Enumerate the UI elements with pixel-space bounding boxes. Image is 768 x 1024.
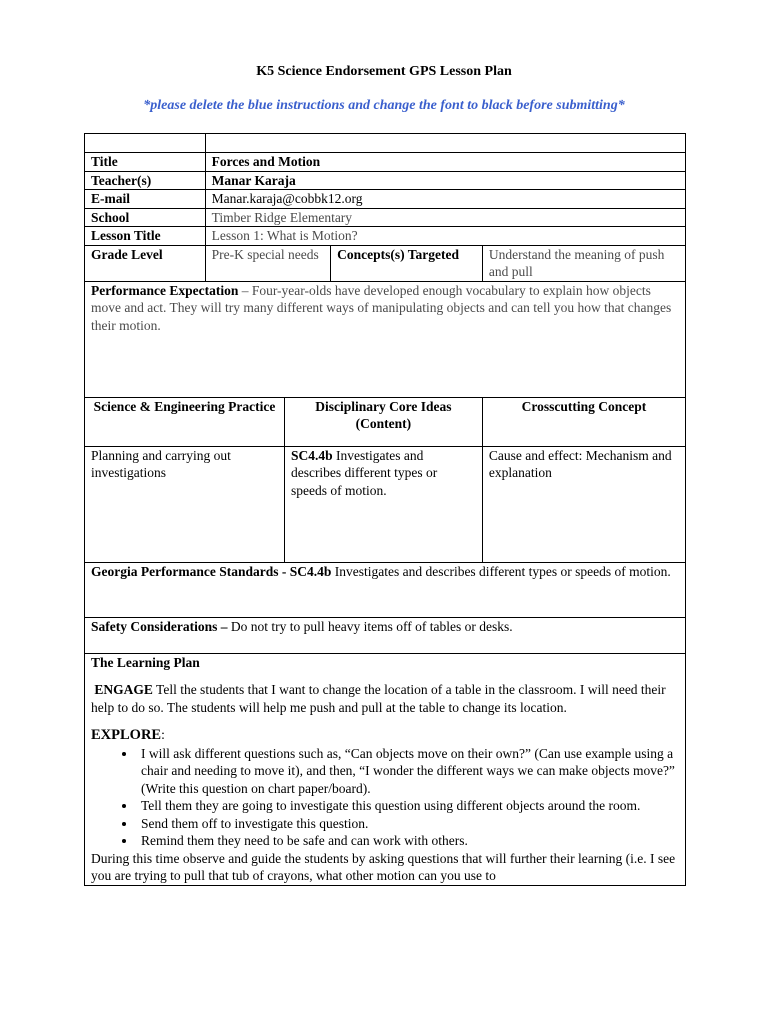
bullet-item: • Send them off to investigate this question. — [137, 815, 679, 833]
concepts-value: Understand the meaning of push and pull — [482, 245, 685, 281]
learning-plan-row — [85, 653, 686, 885]
bullet-item: • Tell them they are going to investigate this question using different objects around the room. — [137, 797, 679, 815]
core-ideas-value: Investigates and describes different types or speeds of motion. — [290, 447, 438, 498]
engage-text: Tell the students that I want to change the location of a table in the classroom. I will need their help to do so. The students will help me push and pull at the table to change its location. — [91, 682, 666, 715]
core-ideas-cell — [284, 446, 482, 562]
safety-row — [85, 617, 686, 653]
performance-label: Performance Expectation — [91, 282, 239, 298]
title-row — [85, 153, 686, 172]
blank-row — [85, 134, 686, 153]
blank-cell-left — [85, 134, 206, 153]
concepts-label: Concepts(s) Targeted — [331, 245, 483, 281]
email-value: Manar.karaja@cobbk12.org — [205, 190, 685, 209]
safety-text: Do not try to pull heavy items off of tables or desks. — [227, 618, 513, 634]
three-d-header-row — [85, 397, 686, 446]
explore-bullet-list — [91, 745, 679, 850]
instructions-note: *please delete the blue instructions and change the font to black before submitting* — [143, 98, 625, 113]
email-label: E-mail — [85, 190, 206, 209]
bullet-item: • I will ask different questions such as, “Can objects move on their own?” (Can use example using a chair and needing to move it), and then, “I wonder the different ways we can make objects move?” (Write this question on chart paper/board). — [137, 745, 679, 798]
title-label: Title — [85, 153, 206, 172]
gps-label: Georgia Performance Standards - SC4.4b — [91, 563, 332, 579]
lesson-title-row — [85, 227, 686, 246]
explore-heading — [91, 726, 679, 745]
closing-paragraph: During this time observe and guide the students by asking questions that will further their learning (i.e. I see you are trying to pull that tub of crayons, what other motion can you use to — [91, 850, 676, 883]
performance-row — [85, 281, 686, 397]
gps-text: Investigates and describes different types or speeds of motion. — [331, 563, 671, 579]
grade-value: Pre-K special needs — [205, 245, 331, 281]
gps-cell — [85, 562, 686, 617]
performance-text: Four-year-olds have developed enough vocabulary to explain how objects move and act. They will try many different ways of manipulating objects and can tell you how that changes their motion. — [91, 282, 672, 333]
crosscutting-header: Crosscutting Concept — [482, 397, 685, 446]
performance-separator: – — [238, 282, 252, 298]
performance-cell — [85, 281, 686, 397]
bullet-item: • Remind them they need to be safe and can work with others. — [137, 832, 679, 850]
school-row — [85, 208, 686, 227]
grade-row — [85, 245, 686, 281]
crosscutting-value: Cause and effect: Mechanism and explanation — [482, 446, 685, 562]
core-ideas-code: SC4.4b — [290, 447, 333, 463]
lesson-title-value: Lesson 1: What is Motion? — [205, 227, 685, 246]
practice-header: Science & Engineering Practice — [85, 397, 285, 446]
explore-colon: : — [161, 727, 165, 742]
teacher-row — [85, 171, 686, 190]
spacer — [91, 671, 679, 681]
title-value: Forces and Motion — [205, 153, 685, 172]
learning-plan-cell — [85, 653, 686, 885]
core-ideas-header: Disciplinary Core Ideas (Content) — [284, 397, 482, 446]
teacher-label: Teacher(s) — [85, 171, 206, 190]
safety-label: Safety Considerations – — [91, 618, 228, 634]
lesson-title-label: Lesson Title — [85, 227, 206, 246]
learning-plan-heading: The Learning Plan — [91, 654, 200, 670]
three-d-content-row — [85, 446, 686, 562]
engage-paragraph — [91, 681, 679, 716]
lesson-plan-table — [84, 133, 686, 886]
practice-value: Planning and carrying out investigations — [85, 446, 285, 562]
engage-label: ENGAGE — [94, 682, 153, 697]
school-label: School — [85, 208, 206, 227]
school-value: Timber Ridge Elementary — [205, 208, 685, 227]
gps-row — [85, 562, 686, 617]
grade-label: Grade Level — [85, 245, 206, 281]
email-row — [85, 190, 686, 209]
blank-cell-right — [205, 134, 685, 153]
explore-label: EXPLORE — [91, 727, 162, 743]
document-title: K5 Science Endorsement GPS Lesson Plan — [256, 64, 512, 79]
spacer — [91, 716, 679, 726]
safety-cell — [85, 617, 686, 653]
teacher-value: Manar Karaja — [205, 171, 685, 190]
